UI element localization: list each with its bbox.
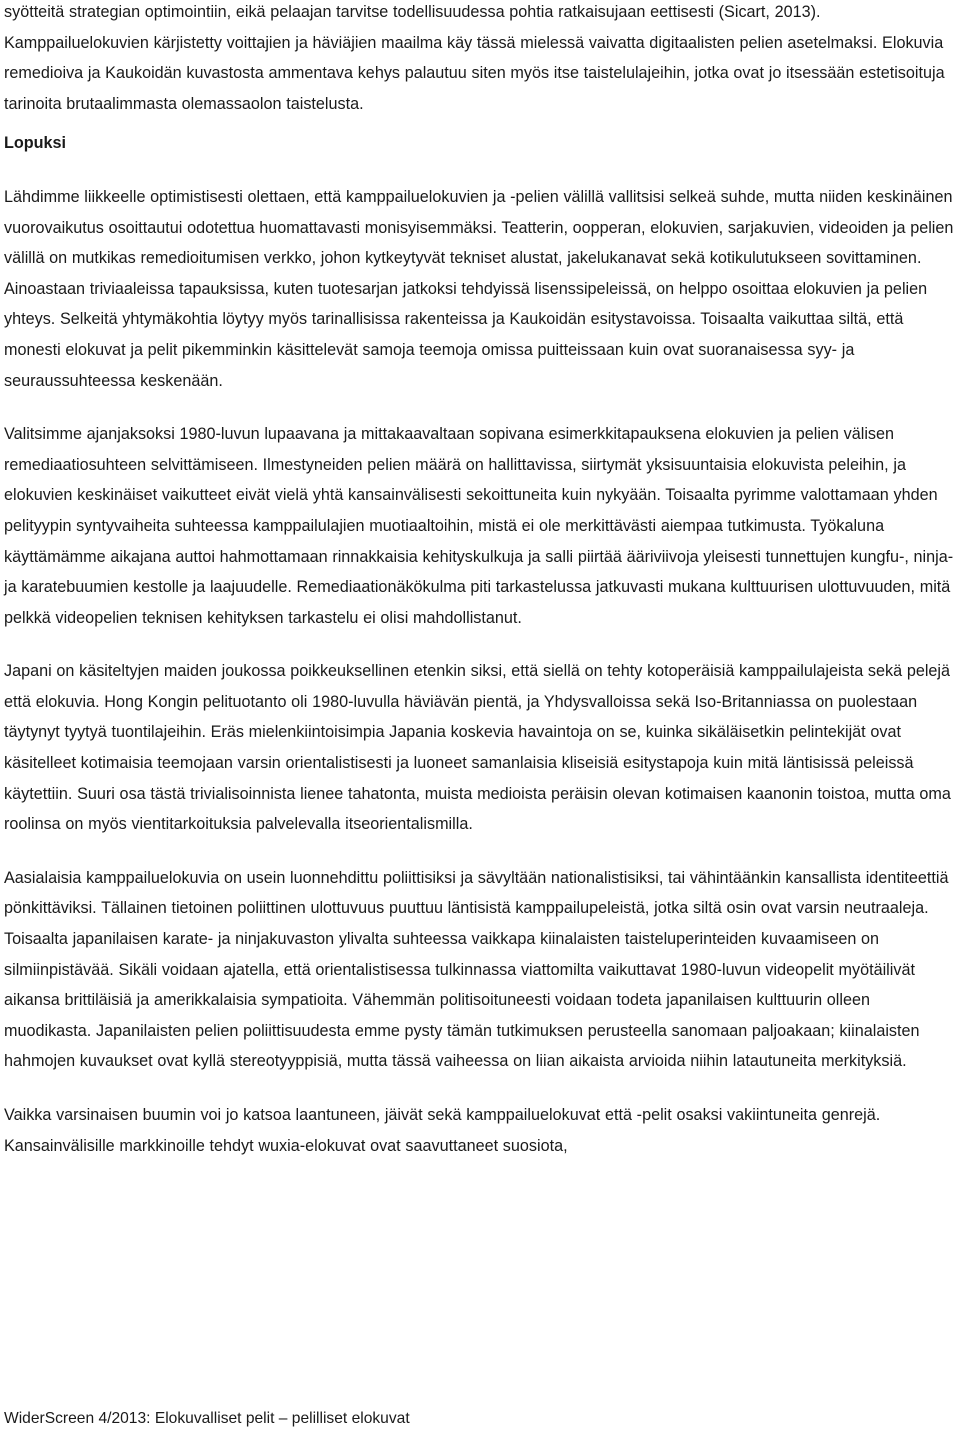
body-paragraph-5: Vaikka varsinaisen buumin voi jo katsoa laantuneen, jäivät sekä kamppailuelokuvat että -pelit osaksi vakiintuneita genrejä. Kansainvälisille markkinoille tehdyt wuxia-elokuvat ovat saavuttaneet suosiota, — [4, 1106, 881, 1155]
body-paragraph-3: Japani on käsiteltyjen maiden joukossa poikkeuksellinen etenkin siksi, että siellä on tehty kotoperäisiä kamppailulajeista sekä pelejä että elokuvia. Hong Kongin pelituotanto oli 1980-luvulla häviävän pientä, ja Yhdysvalloissa sekä Iso-Britanniassa on puolestaan täytynyt tyytyä tuontilajeihin. Eräs mielenkiintoisimpia Japania koskevia havaintoja on se, kuinka sikäläisetkin pelintekijät ovat käsitelleet kotimaisia teemojaan varsin orientalistisesti ja luoneet samanlaisia kliseisiä esitystapoja kuin mitä läntisissä peleissä käytettiin. Suuri osa tästä trivialisoinnista lienee tahatonta, muista medioista peräisin olevan kotimaisen kaanonin toistoa, mutta oma roolinsa on myös vientitarkoituksia palvelevalla itseorientalismilla. — [4, 662, 951, 834]
section-heading: Lopuksi — [4, 134, 67, 153]
page-footer: WiderScreen 4/2013: Elokuvalliset pelit – pelilliset elokuvat — [4, 1410, 410, 1427]
body-paragraph-intro: syötteitä strategian optimointiin, eikä pelaajan tarvitse todellisuudessa pohtia ratkaisujaan eettisesti (Sicart, 2013). Kamppailuelokuvien kärjistetty voittajien ja häviäjien maailma käy tässä mielessä vaivatta digitaalisten pelien asetelmaksi. Elokuvia remedioiva ja Kaukoidän kuvastosta ammentava kehys palautuu siten myös itse taistelulajeihin, jotka ovat jo itsessään estetisoituja tarinoita brutaalimmasta olemassaolon taistelusta. — [4, 3, 945, 113]
document-page — [4, 0, 956, 1161]
body-paragraph-2: Valitsimme ajanjaksoksi 1980-luvun lupaavana ja mittakaavaltaan sopivana esimerkkitapauksena elokuvien ja pelien välisen remediaatiosuhteen selvittämiseen. Ilmestyneiden pelien määrä on hallittavissa, siirtymät yksisuuntaisia elokuvista peleihin, ja elokuvien keskinäiset vaikutteet eivät vielä yhtä kansainvälisesti sekoittuneita kuin nykyään. Toisaalta pyrimme valottamaan yhden pelityypin syntyvaiheita suhteessa kamppailulajien muotiaaltoihin, mistä ei ole merkittävästi aiempaa tutkimusta. Työkaluna käyttämämme aikajana auttoi hahmottamaan rinnakkaisia kehityskulkuja ja salli piirtää ääriviivoja yleisesti tunnettujen kungfu-, ninja- ja karatebuumien kestolle ja laajuudelle. Remediaationäkökulma piti tarkastelussa jatkuvasti mukana kulttuurisen ulottuvuuden, mitä pelkkä videopelien teknisen kehityksen tarkastelu ei olisi mahdollistanut. — [4, 425, 954, 627]
body-paragraph-4: Aasialaisia kamppailuelokuvia on usein luonnehdittu poliittisiksi ja sävyltään nationalistisiksi, tai vähintäänkin kansallista identiteettiä pönkittäviksi. Tällainen tietoinen poliittinen ulottuvuus puuttuu läntisistä kamppailupeleistä, jotka siltä osin ovat varsin neutraaleja. Toisaalta japanilaisen karate- ja ninjakuvaston ylivalta suhteessa vaikkapa kiinalaisten taisteluperinteiden kuvaamiseen on silmiinpistävää. Sikäli voidaan ajatella, että orientalistisessa tulkinnassa viattomilta vaikuttavat 1980-luvun videopelit myötäilivät aikansa brittiläisiä ja amerikkalaisia sympatioita. Vähemmän politisoituneesti voidaan todeta japanilaisen kulttuurin olleen muodikasta. Japanilaisten pelien poliittisuudesta emme pysty tämän tutkimuksen perusteella sanomaan paljoakaan; kiinalaisten hahmojen kuvaukset ovat kyllä stereotyyppisiä, mutta tässä vaiheessa on liian aikaista arvioida niihin latautuneita merkityksiä. — [4, 868, 949, 1071]
body-paragraph-1: Lähdimme liikkeelle optimistisesti olettaen, että kamppailuelokuvien ja -pelien välillä vallitsisi selkeä suhde, mutta niiden keskinäinen vuorovaikutus osoittautui odotettua huomattavasti monisyisemmäksi. Teatterin, oopperan, elokuvien, sarjakuvien, videoiden ja pelien välillä on mutkikas remedioitumisen verkko, johon kytkeytyvät tekniset alustat, jakelukanavat sekä kotikulutukseen sovittaminen. Ainoastaan triviaaleissa tapauksissa, kuten tuotesarjan jatkoksi tehdyissä lisenssipeleissä, on helppo osoittaa elokuvien ja pelien yhteys. Selkeitä yhtymäkohtia löytyy myös tarinallisissa rakenteissa ja Kaukoidän esitystavoissa. Toisaalta vaikuttaa siltä, että monesti elokuvat ja pelit pikemminkin käsittelevät samoja teemoja omissa puitteissaan kuin ovat suoranaisessa syy- ja seuraussuhteessa keskenään. — [4, 187, 954, 390]
